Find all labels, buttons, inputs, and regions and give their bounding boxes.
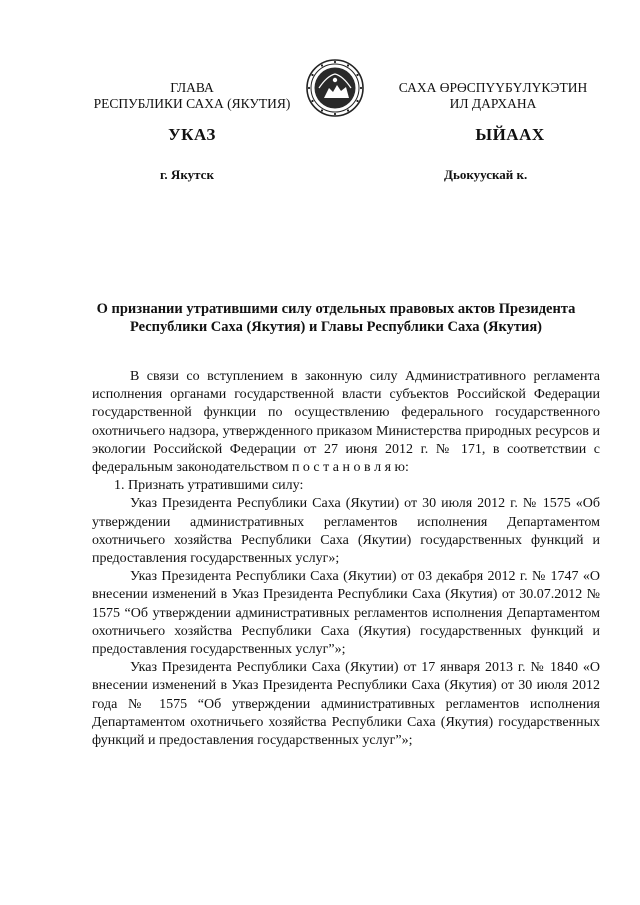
header-left: [72, 80, 312, 112]
document-title-line2: Республики Саха (Якутия) и Главы Республики Саха (Якутия): [129, 319, 543, 335]
paragraph-decree-1840: Указ Президента Республики Саха (Якутии) от 17 января 2013 г. № 1840 «О внесении изменений в Указ Президента Республики Саха (Якутия) от 30 июля 2012 года № 1575 “Об утверждении административных регламентов исполнения Департаментом охотничьего хозяйства Республики Саха (Якутия) государственных функций и предоставления государственных услуг”»;: [92, 660, 600, 749]
header-left-line1: ГЛАВА: [170, 80, 214, 95]
paragraph-decree-1575: Указ Президента Республики Саха (Якутии) от 30 июля 2012 г. № 1575 «Об утверждении административных регламентов исполнения Департаментом охотничьего хозяйства Республики Саха (Якутии) государственных функций и предоставления государственных услуг»;: [92, 496, 600, 567]
decree-title-ru: УКАЗ: [168, 125, 216, 144]
paragraph-item-1: 1. Признать утратившими силу:: [114, 478, 304, 494]
paragraph-preamble: В связи со вступлением в законную силу Административного регламента исполнения органами государственной власти субъектов Российской Федерации государственной функции по осуществлению федерального государственного охотничьего надзора, утвержденного приказом Министерства природных ресурсов и экологии Российской Федерации от 27 июня 2012 г. № 171, в соответствии с федеральным законодательством п о с т а н о в л я ю:: [92, 369, 600, 476]
coat-of-arms-emblem-icon: [305, 58, 365, 118]
document-title: [70, 300, 602, 336]
header-right-line2: ИЛ ДАРХАНА: [449, 96, 537, 111]
header-right: [368, 80, 618, 112]
header-right-line1: САХА ӨРӨСПҮҮБҮЛҮКЭТИН: [398, 80, 588, 95]
city-ru: г. Якутск: [160, 167, 214, 182]
document-body: [92, 368, 600, 750]
document-title-line1: О признании утратившими силу отдельных правовых актов Президента: [96, 301, 576, 317]
decree-title-sakha: ЫЙААХ: [475, 125, 545, 144]
city-sakha: Дьокуускай к.: [444, 167, 528, 182]
paragraph-decree-1747: Указ Президента Республики Саха (Якутии) от 03 декабря 2012 г. № 1747 «О внесении изменений в Указ Президента Республики Саха (Якутия) от 30.07.2012 № 1575 “Об утверждении административных регламентов исполнения Департаментом охотничьего хозяйства Республики Саха (Якутия) государственных функций и предоставления государственных услуг”»;: [92, 569, 600, 658]
header-left-line2: РЕСПУБЛИКИ САХА (ЯКУТИЯ): [93, 96, 291, 111]
